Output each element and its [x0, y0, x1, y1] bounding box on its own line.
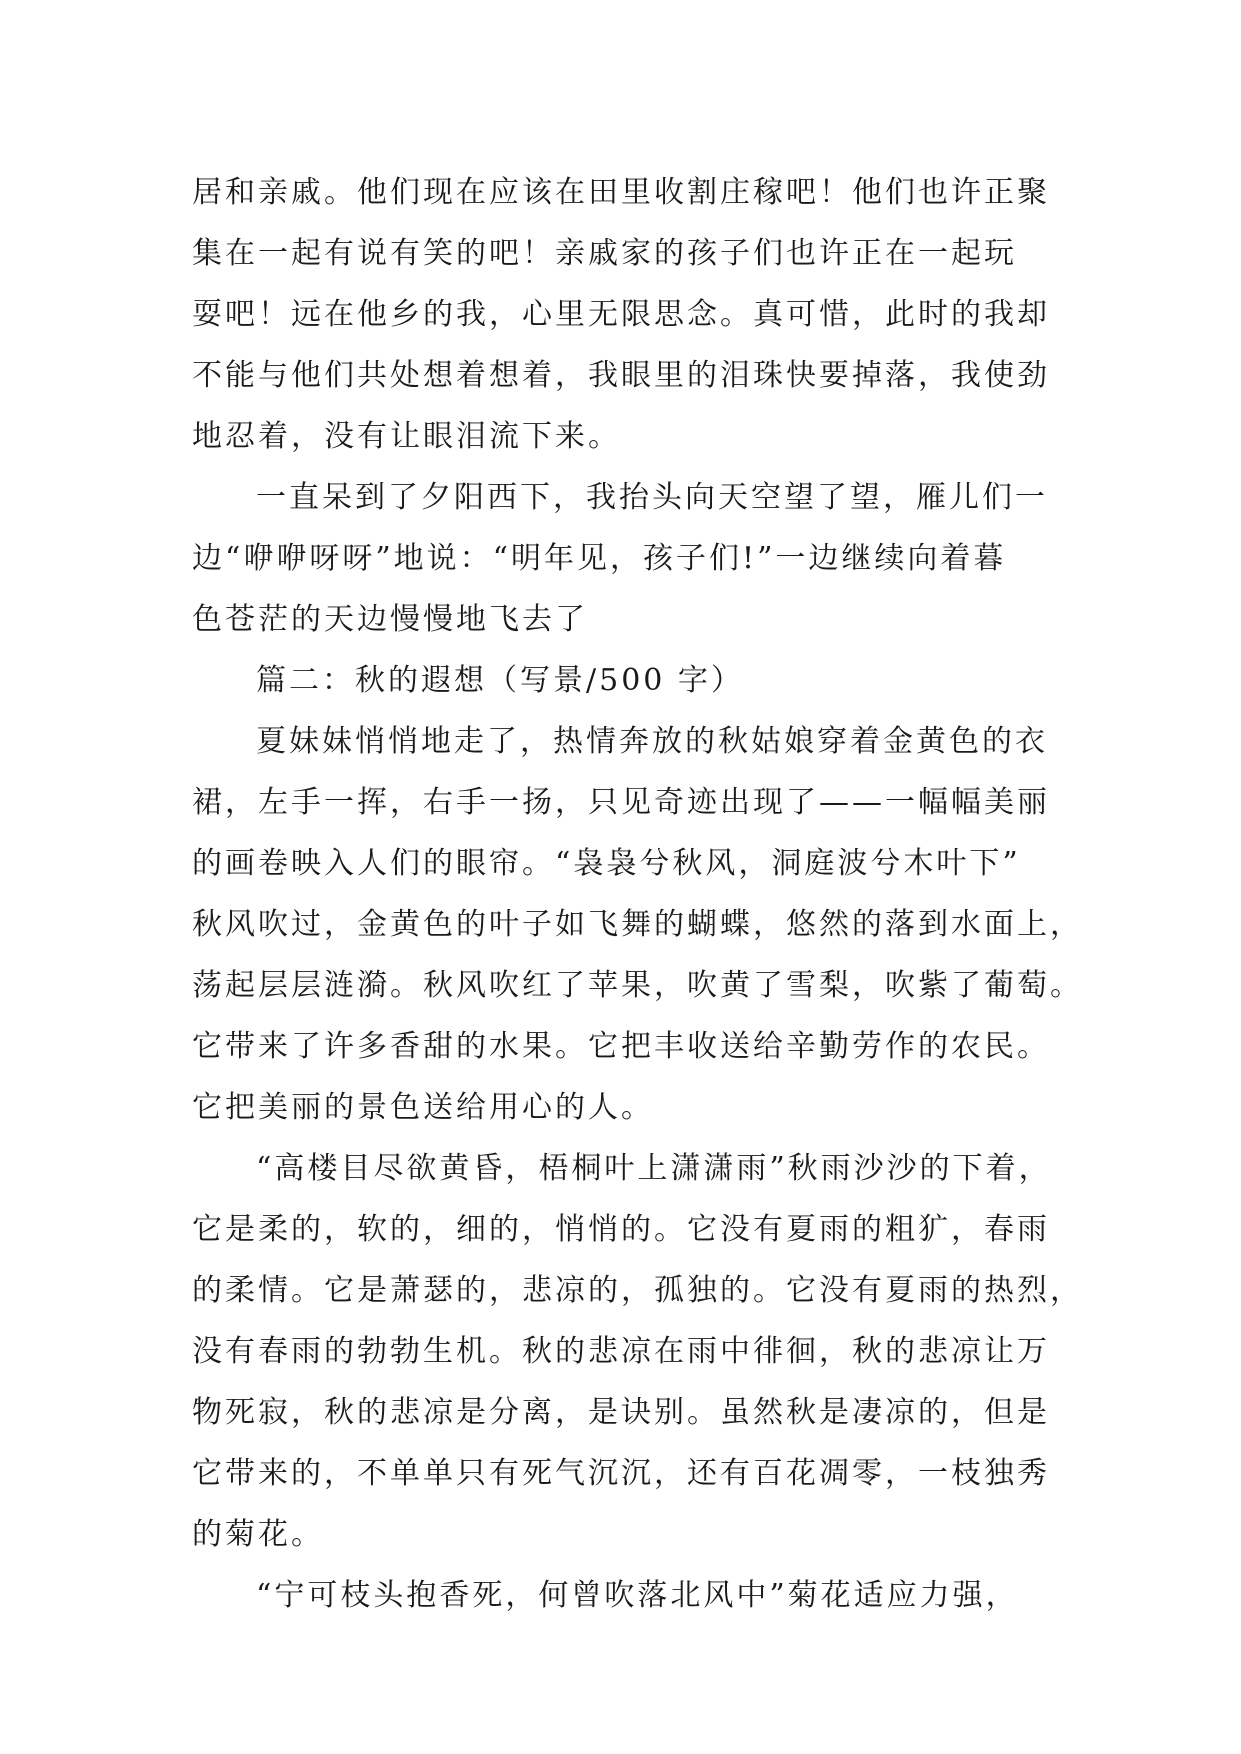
text-line: 它带来了许多香甜的水果。它把丰收送给辛勤劳作的农民。 [192, 1029, 1050, 1064]
text-line: 它带来的，不单单只有死气沉沉，还有百花凋零，一枝独秀 [192, 1456, 1050, 1491]
paragraph-start-line: 夏妹妹悄悄地走了，热情奔放的秋姑娘穿着金黄色的衣 [256, 724, 1048, 759]
text-line: 没有春雨的勃勃生机。秋的悲凉在雨中徘徊，秋的悲凉让万 [192, 1334, 1050, 1369]
text-line: 它是柔的，软的，细的，悄悄的。它没有夏雨的粗犷，春雨 [192, 1212, 1050, 1247]
text-line: 边“咿咿呀呀”地说：“明年见，孩子们!”一边继续向着暮 [192, 541, 1007, 576]
text-line: 的菊花。 [192, 1517, 324, 1552]
text-line: 它把美丽的景色送给用心的人。 [192, 1090, 654, 1125]
text-line: 的柔情。它是萧瑟的，悲凉的，孤独的。它没有夏雨的热烈， [192, 1273, 1083, 1308]
paragraph-start-line: “宁可枝头抱香死，何曾吹落北风中”菊花适应力强， [256, 1578, 1019, 1613]
text-line: 荡起层层涟漪。秋风吹红了苹果，吹黄了雪梨，吹紫了葡萄。 [192, 968, 1083, 1003]
text-line: 的画卷映入人们的眼帘。“袅袅兮秋风，洞庭波兮木叶下” [192, 846, 1021, 881]
text-line: 裙，左手一挥，右手一扬，只见奇迹出现了——一幅幅美丽 [192, 785, 1050, 820]
text-line: 集在一起有说有笑的吧！亲戚家的孩子们也许正在一起玩 [192, 236, 1017, 271]
text-line: 物死寂，秋的悲凉是分离，是诀别。虽然秋是凄凉的，但是 [192, 1395, 1050, 1430]
text-line: 地忍着，没有让眼泪流下来。 [192, 419, 621, 454]
text-line: 秋风吹过，金黄色的叶子如飞舞的蝴蝶，悠然的落到水面上， [192, 907, 1083, 942]
text-line: 耍吧！远在他乡的我，心里无限思念。真可惜，此时的我却 [192, 297, 1050, 332]
paragraph-start-line: 一直呆到了夕阳西下，我抬头向天空望了望，雁儿们一 [256, 480, 1048, 515]
section-heading: 篇二：秋的遐想（写景/500 字） [256, 663, 744, 698]
text-line: 不能与他们共处想着想着，我眼里的泪珠快要掉落，我使劲 [192, 358, 1050, 393]
paragraph-start-line: “高楼目尽欲黄昏，梧桐叶上潇潇雨”秋雨沙沙的下着， [256, 1151, 1052, 1186]
text-line: 居和亲戚。他们现在应该在田里收割庄稼吧！他们也许正聚 [192, 175, 1050, 210]
text-line: 色苍茫的天边慢慢地飞去了 [192, 602, 588, 637]
body-text [192, 162, 1083, 1626]
